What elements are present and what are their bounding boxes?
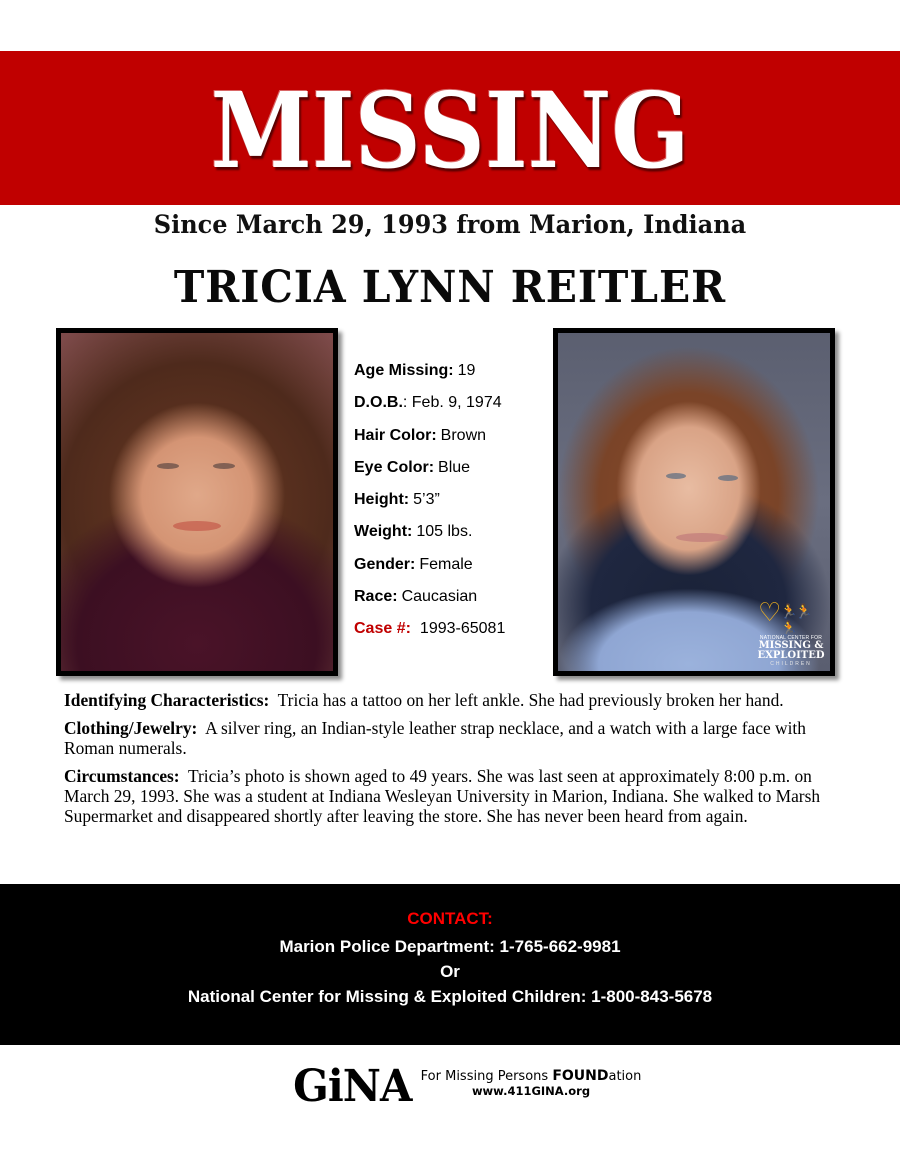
- gina-tagline: For Missing Persons FOUNDation www.411GINA.org: [420, 1068, 642, 1098]
- facts-list: [354, 360, 544, 651]
- running-children-icon: 🏃🏃🏃: [780, 603, 811, 636]
- photo-age-progressed: [553, 328, 835, 676]
- banner-title: MISSING: [210, 69, 690, 192]
- missing-banner: [0, 51, 900, 205]
- fact-dob: D.O.B.: Feb. 9, 1974: [354, 394, 502, 412]
- photo-original: [56, 328, 338, 676]
- fact-case-number: Case #: 1993-65081: [354, 620, 506, 638]
- contact-or: Or: [440, 962, 460, 981]
- ncmec-watermark: ♡ 🏃🏃🏃 NATIONAL CENTER FOR MISSING & EXPLOITED CHILDREN: [757, 597, 825, 667]
- contact-title: CONTACT:: [407, 909, 493, 928]
- fact-height: Height: 5’3”: [354, 491, 440, 509]
- photo-original-image: [61, 333, 333, 671]
- contact-police: Marion Police Department: 1-765-662-9981: [279, 937, 621, 956]
- fact-gender: Gender: Female: [354, 555, 473, 573]
- clothing-jewelry: Clothing/Jewelry: A silver ring, an Indian-style leather strap necklace, and a watch with a large face with Roman numerals.: [64, 718, 806, 758]
- circumstances: Circumstances: Tricia’s photo is shown aged to 49 years. She was last seen at approximately 8:00 p.m. on March 29, 1993. She was a student at Indiana Wesleyan University in Marion, Indiana. She walked to Marsh Supermarket and disappeared shortly after leaving the store. She has never been heard from again.: [64, 766, 821, 826]
- fact-age-missing: Age Missing: 19: [354, 362, 476, 379]
- gina-footer: [290, 1062, 650, 1112]
- contact-section: [0, 884, 900, 1045]
- heart-icon: ♡: [758, 597, 782, 627]
- photo-age-progressed-image: [558, 333, 830, 671]
- gina-url[interactable]: www.411GINA.org: [471, 1084, 591, 1098]
- identifying-characteristics: Identifying Characteristics: Tricia has a tattoo on her left ankle. She had previously broken her hand.: [64, 690, 784, 710]
- fact-race: Race: Caucasian: [354, 588, 478, 606]
- contact-ncmec: National Center for Missing & Exploited Children: 1-800-843-5678: [187, 987, 713, 1006]
- person-name: TRICIA LYNN REITLER: [173, 262, 727, 313]
- fact-weight: Weight: 105 lbs.: [354, 523, 473, 541]
- fact-hair-color: Hair Color: Brown: [354, 426, 487, 444]
- gina-logo: GiNA: [293, 1061, 412, 1112]
- details-section: [64, 690, 844, 834]
- fact-eye-color: Eye Color: Blue: [354, 458, 471, 476]
- missing-since: Since March 29, 1993 from Marion, Indiana: [153, 210, 747, 239]
